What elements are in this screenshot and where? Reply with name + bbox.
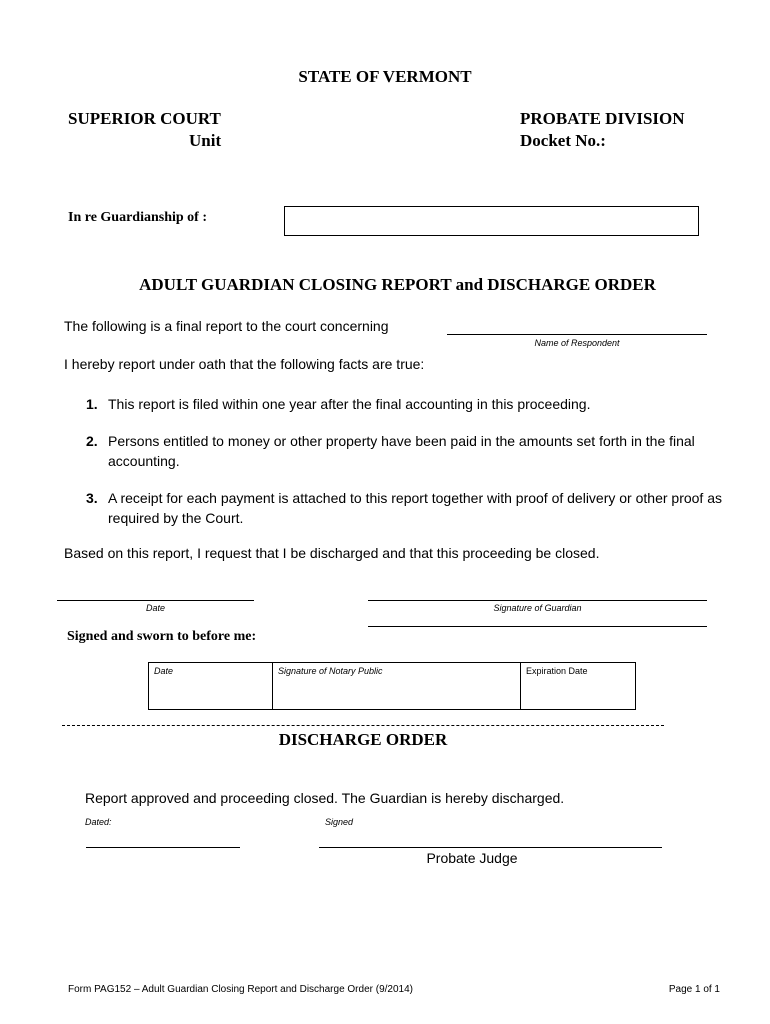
signed-label: Signed: [325, 817, 354, 827]
notary-date-cell[interactable]: Date: [149, 663, 273, 709]
guardian-signature-caption: Signature of Guardian: [493, 603, 582, 613]
guardianship-name-field[interactable]: [284, 206, 699, 236]
list-item-text: This report is filed within one year after the final accounting in this proceeding.: [108, 396, 591, 412]
date-field[interactable]: [57, 600, 254, 601]
page-number: Page 1 of 1: [668, 984, 720, 995]
date-caption: Date: [145, 603, 165, 613]
notary-expiration-cell[interactable]: Expiration Date: [526, 666, 588, 676]
division-name: PROBATE DIVISION: [520, 109, 685, 128]
list-item-text: A receipt for each payment is attached to this report together with proof of delivery or other proof as required by the Court.: [108, 490, 722, 526]
dated-field[interactable]: [86, 847, 240, 848]
judge-signature-field[interactable]: [319, 847, 662, 848]
discharge-order-title: DISCHARGE ORDER: [278, 730, 448, 749]
discharge-statement: Report approved and proceeding closed. The Guardian is hereby discharged.: [85, 790, 565, 806]
judge-caption: Probate Judge: [426, 850, 518, 866]
state-title: STATE OF VERMONT: [298, 67, 472, 86]
court-name: SUPERIOR COURT: [68, 109, 221, 128]
sworn-statement: Signed and sworn to before me:: [67, 629, 257, 644]
discharge-request: Based on this report, I request that I be discharged and that this proceeding be closed.: [64, 545, 600, 561]
list-item: [86, 488, 726, 528]
docket-label: Docket No.:: [520, 131, 606, 150]
list-item-number: 2.: [86, 433, 98, 449]
section-divider: [62, 725, 664, 726]
list-item-text: Persons entitled to money or other property have been paid in the amounts set forth in the final accounting.: [108, 433, 695, 469]
guardian-signature-extra-line[interactable]: [368, 626, 707, 627]
notary-table: [148, 662, 636, 710]
form-title: ADULT GUARDIAN CLOSING REPORT and DISCHARGE ORDER: [139, 275, 656, 294]
list-item-number: 3.: [86, 490, 98, 506]
in-re-label: In re Guardianship of :: [68, 210, 207, 225]
list-item-number: 1.: [86, 396, 98, 412]
respondent-name-field[interactable]: [447, 334, 707, 335]
form-id: Form PAG152 – Adult Guardian Closing Report and Discharge Order (9/2014): [68, 984, 413, 995]
notary-signature-cell[interactable]: Signature of Notary Public: [273, 663, 521, 709]
guardian-signature-field[interactable]: [368, 600, 707, 601]
respondent-caption: Name of Respondent: [534, 338, 620, 348]
dated-label: Dated:: [85, 817, 112, 827]
list-item: [86, 431, 726, 471]
list-item: [86, 394, 726, 414]
report-intro: The following is a final report to the court concerning: [64, 318, 389, 334]
unit-label: Unit: [189, 131, 222, 150]
oath-statement: I hereby report under oath that the following facts are true:: [64, 356, 425, 372]
